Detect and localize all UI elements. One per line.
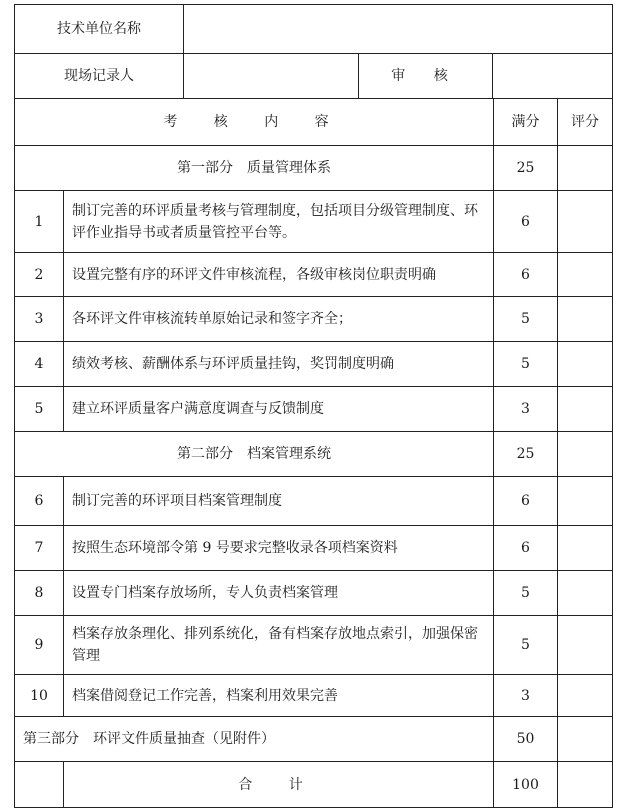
item-number: 2 bbox=[14, 252, 64, 297]
review-value[interactable] bbox=[492, 53, 613, 99]
section-score: 50 bbox=[493, 716, 558, 762]
item-score: 6 bbox=[493, 190, 558, 253]
item-score: 5 bbox=[493, 296, 558, 342]
item-score: 3 bbox=[493, 386, 558, 432]
rating-cell[interactable] bbox=[557, 386, 613, 432]
rating-cell[interactable] bbox=[557, 615, 613, 675]
item-text: 设置完整有序的环评文件审核流程，各级审核岗位职责明确 bbox=[63, 252, 494, 297]
column-header-content: 考 核 内 容 bbox=[14, 98, 494, 146]
item-score: 5 bbox=[493, 570, 558, 616]
item-number: 8 bbox=[14, 570, 64, 616]
section-title: 第一部分 质量管理体系 bbox=[14, 145, 494, 191]
rating-cell[interactable] bbox=[557, 296, 613, 342]
rating-cell[interactable] bbox=[557, 716, 613, 762]
rating-cell[interactable] bbox=[557, 525, 613, 571]
item-number: 4 bbox=[14, 341, 64, 387]
section-title: 第三部分 环评文件质量抽查（见附件） bbox=[14, 716, 494, 762]
rating-cell[interactable] bbox=[557, 252, 613, 297]
rating-cell[interactable] bbox=[557, 341, 613, 387]
item-number: 9 bbox=[14, 615, 64, 675]
rating-cell[interactable] bbox=[557, 190, 613, 253]
item-text: 各环评文件审核流转单原始记录和签字齐全； bbox=[63, 296, 494, 342]
item-score: 6 bbox=[493, 525, 558, 571]
item-score: 3 bbox=[493, 674, 558, 717]
review-label: 审 核 bbox=[358, 53, 493, 99]
rating-cell[interactable] bbox=[557, 431, 613, 477]
rating-cell[interactable] bbox=[557, 145, 613, 191]
item-number: 1 bbox=[14, 190, 64, 253]
section-score: 25 bbox=[493, 145, 558, 191]
item-text: 档案借阅登记工作完善，档案利用效果完善 bbox=[63, 674, 494, 717]
item-score: 5 bbox=[493, 341, 558, 387]
recorder-label: 现场记录人 bbox=[14, 53, 184, 99]
item-number: 6 bbox=[14, 476, 64, 526]
unit-name-value[interactable] bbox=[183, 4, 613, 54]
section-score: 25 bbox=[493, 431, 558, 477]
item-text: 制订完善的环评质量考核与管理制度，包括项目分级管理制度、环评作业指导书或者质量管控平台等。 bbox=[63, 190, 494, 253]
item-score: 6 bbox=[493, 476, 558, 526]
column-header-rating: 评分 bbox=[557, 98, 613, 146]
item-number: 5 bbox=[14, 386, 64, 432]
item-text: 设置专门档案存放场所，专人负责档案管理 bbox=[63, 570, 494, 616]
item-text: 按照生态环境部令第 9 号要求完整收录各项档案资料 bbox=[63, 525, 494, 571]
item-score: 6 bbox=[493, 252, 558, 297]
item-number: 7 bbox=[14, 525, 64, 571]
item-text: 建立环评质量客户满意度调查与反馈制度 bbox=[63, 386, 494, 432]
total-score: 100 bbox=[493, 761, 558, 808]
recorder-value[interactable] bbox=[183, 53, 359, 99]
item-text: 档案存放条理化、排列系统化，备有档案存放地点索引，加强保密管理 bbox=[63, 615, 494, 675]
item-number: 3 bbox=[14, 296, 64, 342]
section-title: 第二部分 档案管理系统 bbox=[14, 431, 494, 477]
rating-cell[interactable] bbox=[557, 761, 613, 808]
item-score: 5 bbox=[493, 615, 558, 675]
item-text: 绩效考核、薪酬体系与环评质量挂钩，奖罚制度明确 bbox=[63, 341, 494, 387]
total-blank bbox=[14, 761, 64, 808]
unit-name-label: 技术单位名称 bbox=[14, 4, 184, 54]
column-header-full-score: 满分 bbox=[493, 98, 558, 146]
item-number: 10 bbox=[14, 674, 64, 717]
total-label: 合 计 bbox=[63, 761, 494, 808]
rating-cell[interactable] bbox=[557, 476, 613, 526]
rating-cell[interactable] bbox=[557, 674, 613, 717]
item-text: 制订完善的环评项目档案管理制度 bbox=[63, 476, 494, 526]
assessment-table bbox=[14, 4, 613, 808]
rating-cell[interactable] bbox=[557, 570, 613, 616]
